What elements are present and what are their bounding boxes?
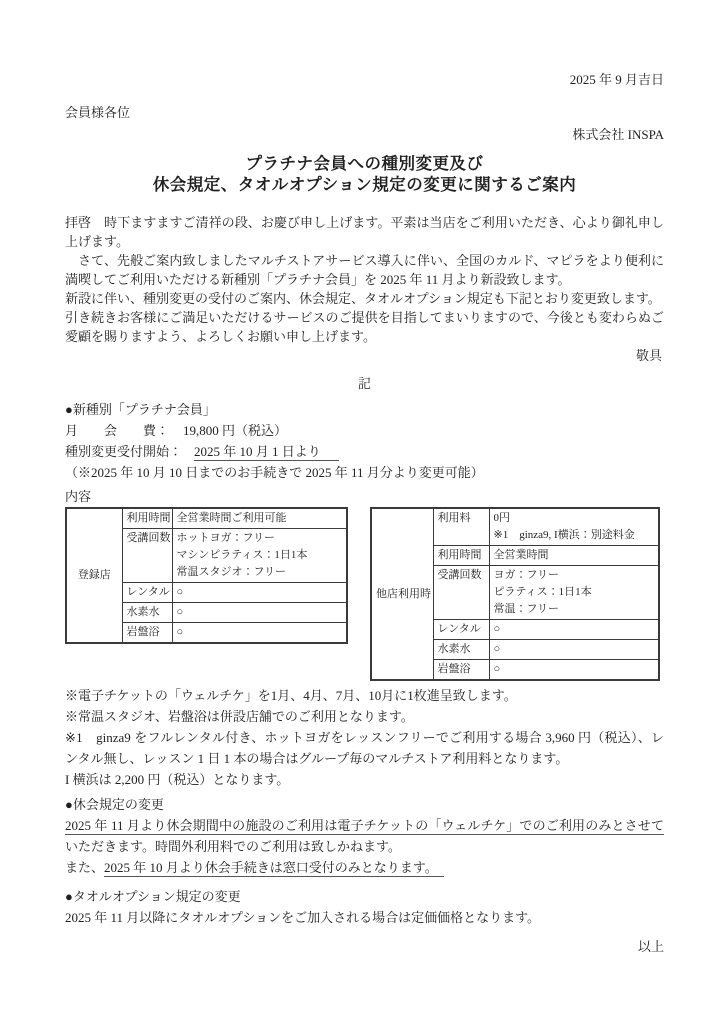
closing-keigu: 敬具 [635, 348, 662, 363]
suspension-paragraph-2 [65, 857, 664, 878]
content-label: 内容 [65, 489, 92, 504]
note-joint-facility: ※常温スタジオ、岩盤浴は併設店舗でのご利用となります。 [65, 709, 414, 724]
row-value: 全営業時間 [489, 546, 659, 566]
group-label-registered: 登録店 [66, 508, 122, 643]
document-title [65, 153, 664, 195]
value-line: ※1 ginza9, I横浜：別途料金 [493, 529, 635, 541]
note-yokohama-fee: I 横浜は 2,200 円（税込）となります。 [65, 772, 290, 787]
row-label: レンタル [122, 583, 172, 603]
registered-store-table [65, 507, 348, 644]
body-paragraph-1: 拝啓 時下ますますご清祥の段、お慶び申し上げます。平素は当店をご利用いただき、心より御礼申し上げます。 [65, 215, 664, 249]
row-label: 利用時間 [122, 508, 172, 529]
change-start-label: 種別変更受付開始： [65, 444, 183, 459]
value-line: 常温：フリー [493, 603, 560, 615]
table-row [371, 508, 659, 546]
benefit-tables [65, 507, 664, 681]
row-value: ○ [172, 583, 347, 603]
row-value [489, 566, 659, 620]
closing-ijou: 以上 [637, 939, 664, 954]
value-line: マシンピラティス：1日1本 [176, 549, 308, 561]
value-line: ホットヨガ：フリー [176, 532, 276, 544]
body-paragraph-2: さて、先般ご案内致しましたマルチストアサービス導入に伴い、全国のカルド、マピラをより便利に満喫してご利用いただける新種別「プラチナ会員」を 2025 年 11 月より新設致します。 [65, 253, 664, 287]
note-wellticket: ※電子チケットの「ウェルチケ」を1月、4月、7月、10月に1枚進呈致します。 [65, 688, 517, 703]
value-line: 0円 [493, 512, 510, 524]
notes-block [65, 685, 664, 790]
document-date: 2025 年 9 月吉日 [569, 72, 664, 87]
body-paragraph-3: 新設に伴い、種別変更の受付のご案内、休会規定、タオルオプション規定も下記とおり変更致します。 [65, 291, 661, 306]
suspension-rest-text: いただきます。時間外利用料でのご利用は致しかねます。 [65, 839, 401, 854]
document-title-line2: 休会規定、タオルオプション規定の変更に関するご案内 [152, 175, 577, 194]
row-value: ○ [489, 640, 659, 660]
note-ginza9-fee: ※1 ginza9 をフルレンタル付き、ホットヨガをレッスンフリーでご利用する場合 3,960 円（税込）、レンタル無し、レッスン 1 日 1 本の場合はグループ毎のマルチストア利用料となります。 [65, 730, 664, 766]
salutation: 会員様各位 [65, 105, 131, 120]
value-line: ピラティス：1日1本 [493, 586, 592, 598]
row-label: 水素水 [122, 603, 172, 623]
suspension-prefix: また、 [65, 860, 105, 875]
towel-text: 2025 年 11 月以降にタオルオプションをご加入される場合は定価価格となります。 [65, 910, 541, 925]
document-title-line1: プラチナ会員への種別変更及び [245, 154, 484, 173]
row-value: ○ [489, 660, 659, 681]
row-label: 岩盤浴 [122, 623, 172, 644]
row-label: 利用時間 [433, 546, 489, 566]
company-name: 株式会社 INSPA [572, 127, 664, 142]
row-label: 受講回数 [433, 566, 489, 620]
suspension-heading: ●休会規定の変更 [65, 797, 164, 812]
value-line: ヨガ：フリー [493, 569, 560, 581]
suspension-underlined-text: 2025 年 11 月より休会期間中の施設のご利用は電子チケットの「ウェルチケ」でのご利用のみとさせて [65, 818, 664, 833]
row-value: ○ [489, 620, 659, 640]
change-start-note: （※2025 年 10 月 10 日までのお手続きで 2025 年 11 月分より変更可能） [65, 465, 484, 480]
table-row [66, 508, 347, 529]
row-value: ○ [172, 623, 347, 644]
row-label: レンタル [433, 620, 489, 640]
row-value [172, 529, 347, 583]
monthly-fee-value: 19,800 円（税込） [183, 423, 288, 438]
letter-body [65, 213, 664, 346]
change-start-value: 2025 年 10 月 1 日より [194, 444, 339, 461]
suspension-paragraph-1 [65, 815, 664, 857]
towel-heading: ●タオルオプション規定の変更 [65, 889, 241, 904]
ki-marker: 記 [357, 376, 371, 391]
row-value: 全営業時間ご利用可能 [172, 508, 347, 529]
row-label: 利用料 [433, 508, 489, 546]
body-paragraph-4: 引き続きお客様にご満足いただけるサービスのご提供を目指してまいりますので、今後とも変わらぬご愛顧を賜りますよう、よろしくお願い申し上げます。 [65, 310, 664, 344]
new-membership-heading: ●新種別「プラチナ会員」 [65, 402, 216, 417]
section-towel-option [65, 886, 664, 928]
row-label: 受講回数 [122, 529, 172, 583]
other-store-table [370, 507, 660, 681]
row-value [489, 508, 659, 546]
section-suspension-rules [65, 794, 664, 878]
section-new-membership [65, 399, 664, 483]
value-line: 常温スタジオ：フリー [176, 566, 287, 578]
suspension-underlined-text-2: 2025 年 10 月より休会手続きは窓口受付のみとなります。 [104, 860, 444, 877]
row-value: ○ [172, 603, 347, 623]
row-label: 岩盤浴 [433, 660, 489, 681]
change-start-row [65, 441, 664, 462]
monthly-fee-label: 月 会 費： [65, 423, 170, 438]
row-label: 水素水 [433, 640, 489, 660]
group-label-other-store: 他店利用時 [371, 508, 433, 680]
monthly-fee-row [65, 420, 664, 441]
